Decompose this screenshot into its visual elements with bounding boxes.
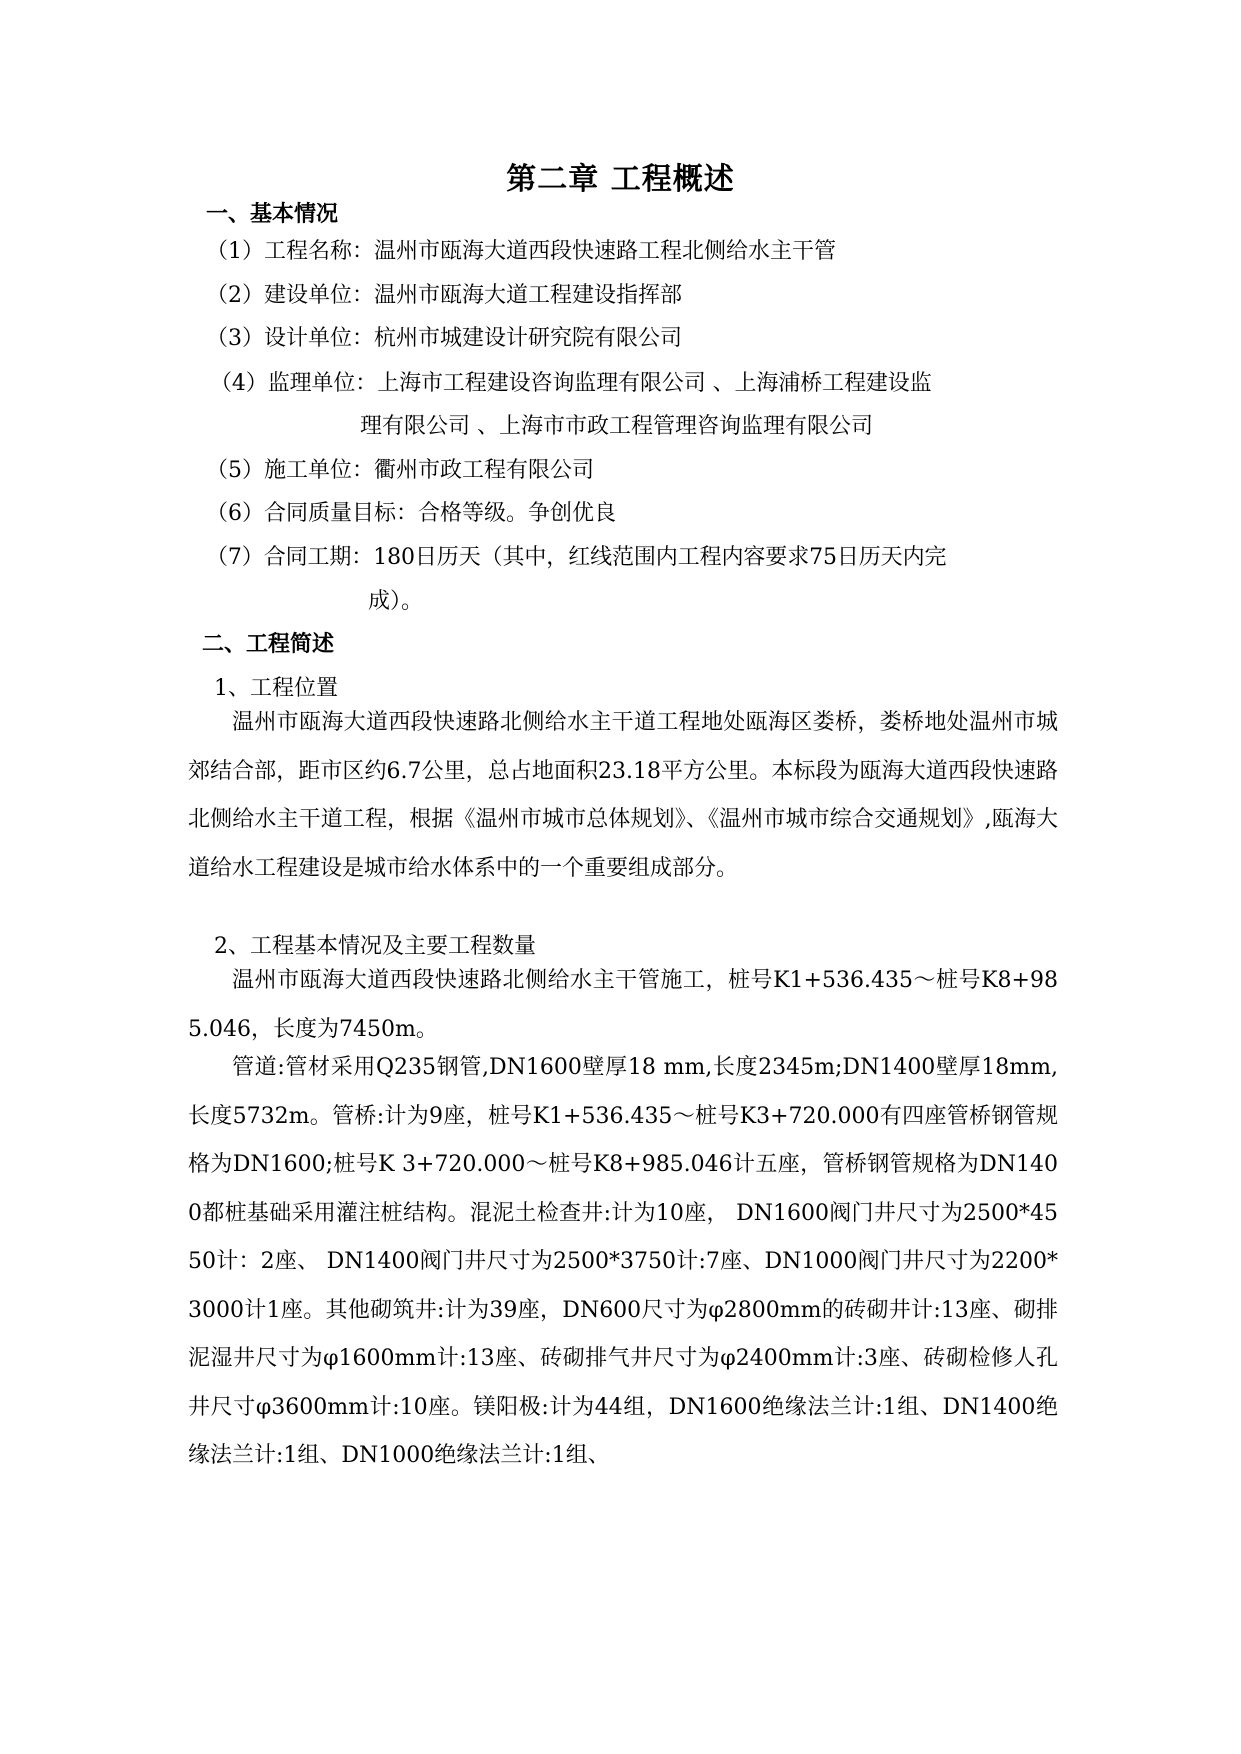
subheading-location: 1、工程位置	[214, 676, 338, 701]
info-item-quality-target: （6）合同质量目标：合格等级。争创优良	[206, 501, 616, 526]
info-item-project-name: （1）工程名称：温州市瓯海大道西段快速路工程北侧给水主干管	[206, 239, 836, 264]
subheading-quantities: 2、工程基本情况及主要工程数量	[214, 934, 536, 959]
info-item-duration-cont: 成）。	[368, 589, 424, 614]
info-item-supervisor-cont: 理有限公司 、上海市市政工程管理咨询监理有限公司	[360, 414, 873, 439]
info-item-duration: （7）合同工期：180日历天（其中，红线范围内工程内容要求75日历天内完	[206, 545, 947, 570]
info-item-designer: （3）设计单位：杭州市城建设计研究院有限公司	[206, 326, 682, 351]
section-heading-basic-info: 一、基本情况	[206, 202, 339, 227]
paragraph-location: 温州市瓯海大道西段快速路北侧给水主干道工程地处瓯海区娄桥，娄桥地处温州市城郊结合部，距市区约6.7公里，总占地面积23.18平方公里。本标段为瓯海大道西段快速路北侧给水主干道工程，根据《温州市城市总体规划》、《温州市城市综合交通规划》,瓯海大道给水工程建设是城市给水体系中的一个重要组成部分。	[188, 710, 1058, 881]
paragraph-pipeline-details: 管道:管材采用Q235钢管,DN1600壁厚18 mm,长度2345m;DN1400壁厚18mm,长度5732m。管桥:计为9座，桩号K1+536.435～桩号K3+720.000有四座管桥钢管规格为DN1600;桩号K 3+720.000～桩号K8+985.046计五座，管桥钢管规格为DN1400都桩基础采用灌注桩结构。混泥土检查井:计为10座， DN1600阀门井尺寸为2500*4550计：2座、 DN1400阀门井尺寸为2500*3750计:7座、DN1000阀门井尺寸为2200*3000计1座。其他砌筑井:计为39座，DN600尺寸为φ2800mm的砖砌井计:13座、砌排泥湿井尺寸为φ1600mm计:13座、砖砌排气井尺寸为φ2400mm计:3座、砖砌检修人孔井尺寸φ3600mm计:10座。镁阳极:计为44组，DN1600绝缘法兰计:1组、DN1400绝缘法兰计:1组、DN1000绝缘法兰计:1组、	[188, 1055, 1058, 1468]
info-item-owner: （2）建设单位：温州市瓯海大道工程建设指挥部	[206, 283, 682, 308]
chapter-title: 第二章 工程概述	[506, 162, 735, 197]
info-item-contractor: （5）施工单位：衢州市政工程有限公司	[206, 458, 594, 483]
info-item-supervisor: （4）监理单位：上海市工程建设咨询监理有限公司 、上海浦桥工程建设监	[210, 371, 932, 396]
paragraph-chainage: 温州市瓯海大道西段快速路北侧给水主干管施工，桩号K1+536.435～桩号K8+985.046，长度为7450m。	[188, 968, 1058, 1042]
section-heading-overview: 二、工程简述	[202, 632, 335, 657]
